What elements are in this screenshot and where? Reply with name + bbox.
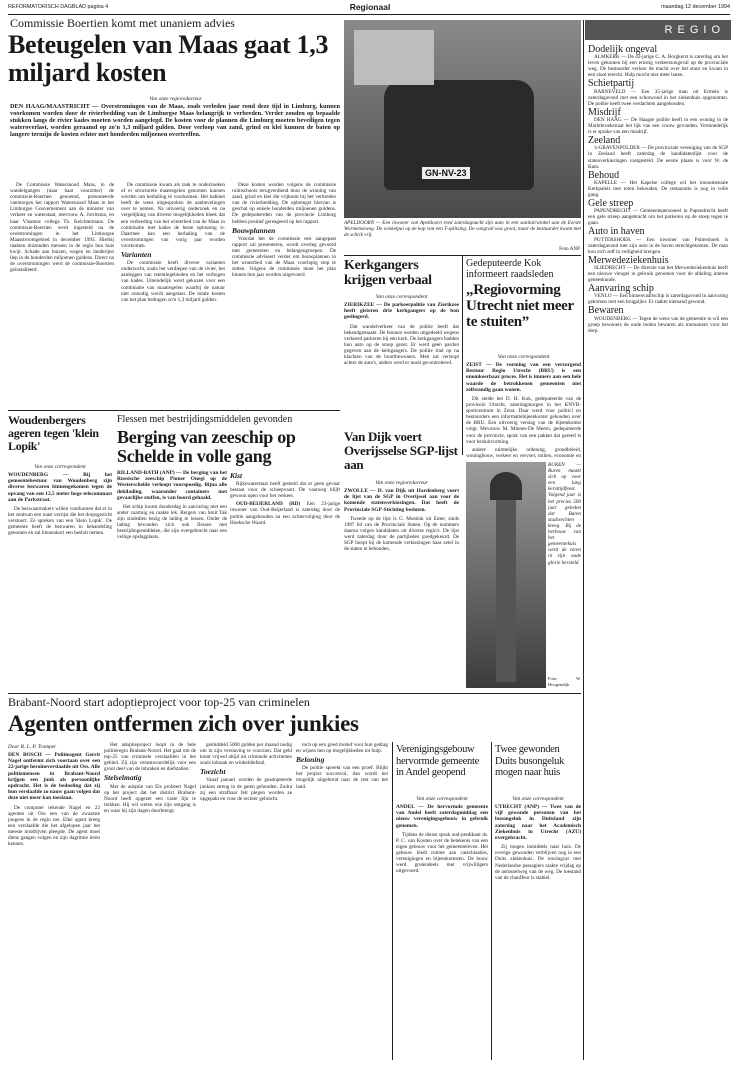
buren-photo: [466, 462, 546, 688]
brief-title: Dodelijk ongeval: [588, 44, 658, 55]
andel-lead: ANDEL — De hervormde gemeente van Andel heeft zaterdagmiddag een nieuw verenigingsgebouw in gebruik genomen.: [396, 804, 488, 829]
brief-title: Aanvaring schip: [588, 283, 654, 295]
duits-body: [495, 804, 581, 1054]
duits-text: Zij mogen inmiddels naar huis. De overige gewonden verblijven nog in een Duits ziekenhuis. De touringcar met Nederlandse passagiers raakte vrijdag op de autosnelweg van de weg. De toestand van de chauffeur is stabiel.: [495, 844, 581, 881]
berging-text-2: Rijkswaterstaat heeft gemeld dat er geen gevaar bestaat voor de scheepvaart. De vaarweg blijft gewoon open voor het verkeer.: [230, 481, 340, 500]
brief-text: PAPENDRECHT — Gemeentepersoneel in Papendrecht heeft een gele streep aangebracht om het parkeren op de stoep tegen te gaan.: [588, 208, 728, 227]
berging-kicker: Flessen met bestrijdingsmiddelen gevonden: [117, 414, 293, 425]
vandijk-text: Tweede op de lijst is G. Mostink uit Enter, sinds 1987 lid van de Provinciale Staten. Op de nummers daarna volgen kandidaten uit diverse regio's. De lijst werd zaterdag door de partijleden goedgekeurd. De SGP hoopt bij de komende verkiezingen haar zetel in de staten te behouden.: [344, 515, 459, 553]
brabant-text-6: toch op een goed motief voor hun gedrag en wijzen hen op mogelijkheden tot hulp.: [296, 742, 388, 755]
photo1-credit: Foto ANP: [559, 246, 580, 252]
berging-col-1: [117, 470, 227, 690]
vandijk-body: [344, 488, 459, 688]
brabant-text-3: Met de adoptie van Els probeert Nagel op het project dat het district Brabant-Noord heeft opgezet een vaste lijn te trekken. Hij wil weten wie zijn omgang is en waar hij zijn dagen doorbrengt.: [104, 783, 196, 814]
brief-text: DEN HAAG — De Haagse politie heeft in een woning in de Marktbroekstraat het lijk van een vrouw gevonden. Vermoedelijk is er sprake van een misdrijf.: [588, 116, 728, 136]
wouden-text: De bezwaarmakers willen voorkomen dat er in het centrum een mast verrijst die het dorpsgezicht verstoort. Ze spreken van een 'klein Lopik'. De gemeente heeft de bezwaren in behandeling genomen en zal binnenkort een besluit nemen.: [8, 506, 112, 537]
utrecht-headline: „Regiovorming Utrecht niet meer te stuiten”: [466, 282, 574, 330]
rule-duits: [491, 742, 492, 1060]
duits-headline: Twee gewonden Duits busongeluk mogen naar huis: [495, 744, 564, 778]
brabant-kicker: Brabant-Noord start adoptieproject voor top-25 van criminelen: [8, 696, 310, 709]
rule-andel: [392, 742, 393, 1060]
utrecht-kicker: Gedeputeerde Kok informeert raadsleden: [466, 258, 554, 280]
utrecht-text-2: andere ruimtelijke ordening, grondbeleid, woningbouw, verkeer en vervoer, milieu, economie en: [466, 446, 581, 458]
brabant-lead: DEN BOSCH — Politieagent Gerrit Nagel ontfermt zich voortaan over een 22-jarige heroïneverslaafde uit Oss. Alle politiemensen in Brabant-Noord krijgen een junk als persoonlijke opdracht. Het is de bedoeling dat zij hun verslaafde zo nauw gaan volgen dat deze niet meer kan toeslaan.: [8, 752, 100, 802]
rule-utrecht: [462, 255, 463, 455]
brief-text: ALMKERK — De 42-jarige C. A. Borgkerst is zaterdag om het leven gekomen bij een ernstig verkeersongeval op de provinciale weg. De bestuurder verloor de macht over het stuur en kwam in een sloot terecht. Hulp mocht niet meer baten.: [588, 54, 728, 79]
main-col-3: Deze kosten worden volgens de commissie ruimschoots terugverdiend door de winning van zand, grind en klei die vrijkomt bij het verbreden van de rivierbedding. De opbrengst hiervan is geschat op enkele honderden miljoenen guldens. De gedeputeerden van de provincie Limburg hebben positief gereageerd op het rapport. Bouwplannen Voordat het de commissie een aangepast rapport zal presenteren, wordt overleg gevoerd met gemeenten en belangengroepen. De commissie adviseert verder om bouwplannen in het winterbed van de Maas voorlopig stop te zetten. Volgens de commissie moet het plan binnen tien jaar worden uitgevoerd.: [232, 182, 336, 279]
regio-briefs: [588, 44, 728, 1004]
brief-title: Bewaren: [588, 305, 624, 317]
tower-shape: [496, 482, 516, 682]
andel-body: [396, 804, 488, 1054]
shop-window: [354, 30, 434, 85]
kerk-text: Dat wandelverkeer van de politie heeft dat bekendgemaakt. De bonnen werden uitgedeeld wegens verkeerd parkeren bij een kerk. De kerkgangers hadden hun auto op de stoep gezet. Er werd geen pardon gegeven aan de kerkgangers. De politie trad op na klachten van de buurtbewoners. Men zat verstopt achter de auto's, anders werd er nooit gecontroleerd.: [344, 323, 459, 367]
sidebar-rule: [583, 20, 584, 1060]
berging-col-2: [230, 470, 340, 690]
brief-title: Merwedeziekenhuis: [588, 254, 669, 266]
main-byline: Van onze regioredacteur: [149, 96, 202, 102]
brief-text: WOUDENBERG — Tegen de wens van de gemeente in wil een groep bewoners de oude molen bewaren als monument voor het dorp.: [588, 315, 728, 334]
brabant-text-5: Vanaf januari worden de geadopteerde junkies streng in de gaten gehouden. Zodra zij een strafbaar feit plegen worden ze opgepakt en voor de rechter gebracht.: [200, 777, 292, 802]
brief-title: Zeeland: [588, 135, 621, 147]
andel-headline: Verenigingsgebouw hervormde gemeente in Andel geopend: [396, 744, 479, 778]
masthead-rule: [8, 14, 730, 15]
andel-byline: Van onze correspondent: [416, 796, 468, 802]
duits-byline: Van onze correspondent: [512, 796, 564, 802]
berging-subhead: Kist: [230, 471, 243, 480]
vandijk-lead: ZWOLLE — D. van Dijk uit Hardenberg voert de lijst van de SGP in Overijssel aan voor de komende statenverkiezingen. Dat heeft de Provinciale SGP-Stichting besloten.: [344, 488, 459, 513]
berging-text: Het schip kwam donderdag in aanvaring met een ander vaartuig en raakte lek. Bergers van Smit Tak zijn sindsdien bezig de lading te lossen. Onder de lading bevonden zich ook flessen met bestrijdingsmiddelen, die zijn overgebracht naar een veilige opslagplaats.: [117, 504, 227, 541]
masthead-left: REFORMATORISCH DAGBLAD pagina 4: [8, 4, 109, 10]
wouden-headline: Woudenbergers ageren tegen 'klein Lopik': [8, 414, 99, 453]
main-col-2: De commissie kwam als taak te onderzoeken of er structurele maatregelen genomen kunnen worden om herhaling te voorkomen. Het kabinet heeft de wens uitgesproken de aanbevelingen over te nemen. Na uitvoerig onderzoek en na vergelijking van diverse mogelijkheden bleek dat een verbreding van het winterbed van de Maas in combinatie met kades de beste oplossing is. Daarmee kan een herhaling van de overstromingen van vorig jaar worden voorkomen. Varianten De commissie heeft diverse varianten onderzocht, zoals het verdiepen van de rivier, het aanleggen van retentiegebieden en het verhogen van kades. Uiteindelijk werd gekozen voor een combinatie van maatregelen waarbij de natuur niet onnodig wordt aangetast. De totale kosten van het plan bedragen zo'n 1,3 miljard gulden.: [121, 182, 225, 303]
masthead-section: Regionaal: [349, 2, 391, 12]
brabant-subhead-2: Toezicht: [200, 767, 226, 777]
brabant-byline: Door R. L. P. Tramper: [8, 744, 57, 750]
brief-text: BARNEVELD — Een 35-jarige man uit Ermelo is zaterdagavond met een schotwond in het ziekenhuis opgenomen. De politie heeft twee verdachten aangehouden.: [588, 88, 728, 107]
brabant-col-2: [104, 742, 196, 1052]
berging-headline: Berging van zeeschip op Schelde in volle gang: [117, 428, 296, 466]
brabant-col-1: [8, 752, 100, 1052]
masthead-date: maandag 12 december 1994: [661, 4, 730, 10]
brabant-subhead-1: Stelselmatig: [104, 773, 142, 783]
brief-text: SLIEDRECHT — De directie van het Merwedeziekenhuis heeft een nieuwe vleugel in gebruik genomen voor de afdeling interne geneeskunde.: [588, 264, 728, 284]
brabant-text-1: De computer rekende Nagel en 22 agenten uit Oss een van de zwaarste jongens in de regio toe. Elke agent kreeg een verslaafde die het afgelopen jaar het meeste misdrijven pleegde. De agent moet diens gangen volgen en zijn dagritme leren kennen.: [8, 804, 100, 848]
main-col-1: De Commissie Watersnood Maas, in de wandelgangen (naar haar voorzitter) de commissie-Boertien genoemd, presenteerde vanmorgen het rapport Watersnood Maas in het Limburgse Gouvernement aan de minister van verkeer en waterstaat, mevrouw A. Jorritsma, en haar Vlaamse collega Th. Kelchtermans. De commissie-Boertien werd ingesteld na de overstromingen in het Limburgse Maasstroomgebied in december 1993. Hierbij raakten duizenden mensen in de regio hun huis kwijt. Schade aan huizen, wegen en landerijen liep in de honderden miljoenen guldens. Direct na de overstromingen werd de commissie-Boertien geïnstalleerd.: [10, 182, 114, 274]
brabant-col-4: [296, 742, 388, 1052]
brabant-headline: Agenten ontfermen zich over junkies: [8, 711, 359, 736]
kerk-headline: Kerkgangers krijgen verbaal: [344, 258, 432, 288]
main-headline: Beteugelen van Maas gaat 1,3 miljard kosten: [8, 31, 329, 87]
regio-header: REGIO: [585, 20, 731, 40]
kerk-lead: ZIERIKZEE — De parkeerpolitie van Zierikzee heeft gisteren drie kerkgangers op de bon geslingerd.: [344, 302, 459, 321]
utrecht-text-1: Dit stelde het D. H. Kok, gedeputeerde van de provincie Utrecht, zaterdagmorgen in het KNVB-sportcentrum in Zeist. Daar werd voor politici en bestuurders een informatiebijeenkomst gehouden over de BRU. Een uitvoerig verslag van de bijeenkomst volgt. Mevrouw M. Minnes-De Meern, gedeputeerde voor de provincie, sprak van een pakket dat gereed is voor besluitvorming.: [466, 396, 581, 445]
wouden-byline: Van onze correspondent: [34, 464, 86, 470]
utrecht-col: [466, 362, 581, 458]
brief-title: Auto in haven: [588, 226, 645, 238]
brief-title: Misdrijf: [588, 106, 621, 118]
rule-brabant: [8, 693, 581, 694]
wouden-lead: WOUDENBERG — Bij het gemeentebestuur van Woudenberg zijn diverse bezwaren binnengekomen tegen de opvang van een 12,5 meter hoge telecommast aan de Parkstraat.: [8, 472, 112, 503]
brief-kicker: OUD-BEIJERLAND (RD): [236, 501, 301, 508]
vandijk-byline: Van onze regioredacteur: [375, 480, 428, 486]
vandijk-headline: Van Dijk voert Overijsselse SGP-lijst aan: [344, 430, 458, 472]
buren-credit: Foto: W. Hoogendijk: [548, 676, 581, 688]
main-lead: DEN HAAG/MAASTRICHT — Overstromingen van de Maas, zoals verleden jaar rond deze tijd in Limburg, kunnen voorkomen worden door de rivierbedding van de Limburgse Maas belangrijk te verbreden. Verder zouden op bepaalde stukken langs de rivier kades moeten worden aangelegd. De kosten voor de plannen die Limburg moeten beveiligen tegen wateroverlast, worden geraamd op zo'n 1,3 miljard gulden. Door verloop van zand, grind en klei kunnen de baten op langere termijn de kosten echter met honderden miljoenen overtreffen.: [10, 103, 340, 139]
rule-wouden: [8, 410, 340, 411]
brief-text: PUTTERSHOEK — Een inwoner van Puttershoek is zaterdagavond met zijn auto in de haven terechtgekomen. De man kon zich zelf in veiligheid brengen.: [588, 236, 728, 255]
license-plate: GN-NV-23: [422, 167, 470, 179]
brief-text: KAPELLE — Het Kapelse college wil het monumentale Kerkpaleis met toren behouden. De restauratie is nog in volle gang.: [588, 179, 728, 198]
main-subhead-2: Bouwplannen: [232, 225, 276, 235]
brabant-subhead-3: Beloning: [296, 755, 325, 765]
wouden-body: [8, 472, 112, 688]
utrecht-byline: Van onze correspondent: [497, 354, 550, 360]
brief-title: Schietpartij: [588, 78, 635, 90]
brief-text: VENLO — Een binnenvaartschip is zaterdagavond in aanvaring gekomen met een brugpijler. Er raakte niemand gewond.: [588, 293, 728, 306]
brabant-text-4: gemiddeld 5000 gulden per maand nodig om in zijn verslaving te voorzien. Dat geld komt vrijwel altijd uit criminele activiteiten zoals inbraak en winkeldiefstal.: [200, 742, 292, 767]
berging-lead: RILLAND-BATH (ANP) — De berging van het Russische zeeschip Pioner Onegi op de Westerschelde verloopt voorspoedig. Bijna alle dekilading, waaronder containers met gevaarlijke stoffen, is van boord gehaald.: [117, 470, 227, 501]
tower-dome: [490, 472, 522, 500]
car-crash-photo: [344, 20, 581, 218]
brabant-text-2: Het adoptieproject loopt in de hele politieregio Brabant-Noord. Het gaat om de top-25 van criminele verslaafden in het gebied. Zij zijn verantwoordelijk voor een groot deel van de inbraken en diefstallen.: [104, 742, 196, 773]
berging-brief: Een 23-jarige inwoner van Oud-Beijerland is zaterdag door de politie aangehouden na een achtervolging door de Hoeksche Waard.: [230, 501, 340, 526]
brabant-col-3: [200, 742, 292, 1052]
utrecht-lead: ZEIST — De vorming van een verzorgend Bestuur Regio Utrecht (BRU) is een onomkeerbaar proces. Het is immers aan een hele waarde de betrokkenen gemeenten niet zelfstandig gaan wonen.: [466, 362, 581, 393]
brief-title: Gele streep: [588, 198, 634, 210]
photo1-caption: APELDOORN — Een inwoner van Apeldoorn reed zaterdagnacht zijn auto in een sanitairwinkel aan de Eerste Wormenseweg. De winkelpui op de kop van een T-splitsing. De vangrail was groot, maar de bestuurder kwam met de schrik vrij.: [344, 220, 581, 239]
brief-text: 's-GRAVENPOLDER — De provinciale vereniging van de SGP in Zeeland heeft zaterdag de kandidatenlijst voor de statenverkiezingen vastgesteld. De eerste plaats is voor W. de Kam.: [588, 145, 728, 170]
brief-title: Behoud: [588, 169, 620, 181]
kerk-byline: Van onze correspondent: [375, 294, 428, 300]
main-subhead-1: Varianten: [121, 250, 152, 260]
andel-text: Tijdens de dienst sprak oud-predikant ds. P. C. van Kouten over de betekenis van een eigen gebouw voor het gemeenteleven. Het gebouw biedt ruimte aan catechisaties, verenigingen en bijeenkomsten. De bouw werd grotendeels met vrijwilligers uitgevoerd.: [396, 831, 488, 875]
main-kicker: Commissie Boertien komt met unaniem advies: [10, 17, 235, 30]
kerk-body: [344, 302, 459, 420]
brabant-text-7: De politie spreekt van een proef. Blijkt het project succesvol, dan wordt het mogelijk uitgebreid naar de rest van het land.: [296, 765, 388, 790]
duits-lead: UTRECHT (ANP) — Twee van de vijf gewonde personen van het busongeluk in Duitsland zijn zaterdag naar het Academisch Ziekenhuis in Utrecht (AZU) overgebracht.: [495, 804, 581, 842]
buren-caption: BUREN — Buren maakt zich op voor een lang kersttijdfeest. Volgend jaar is het precies 500 jaar geleden dat Buren stadsrechten kreeg. Bij de herbouw van het gemeentehuis werd de toren in zijn oude glorie hersteld.: [548, 462, 581, 566]
